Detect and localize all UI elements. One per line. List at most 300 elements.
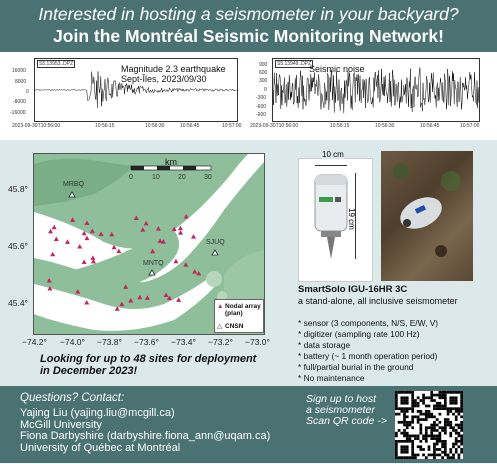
qr-module	[395, 402, 398, 405]
qr-module	[395, 399, 398, 402]
qr-code[interactable]	[395, 391, 463, 459]
qr-module	[425, 410, 428, 413]
qr-module	[395, 407, 398, 410]
qr-module	[444, 445, 447, 448]
qr-module	[444, 424, 447, 427]
contact2-org: University of Québec at Montréal	[20, 441, 181, 454]
qr-module	[433, 435, 436, 438]
qr-module	[400, 440, 403, 443]
x-tick: 2023-09-30T10:56:00	[250, 123, 299, 129]
qr-module	[409, 437, 412, 440]
qr-module	[400, 391, 403, 394]
qr-module	[439, 432, 442, 435]
qr-module	[419, 413, 422, 416]
qr-module	[439, 440, 442, 443]
lon-tick: −73.4°	[171, 337, 196, 347]
qr-module	[422, 399, 425, 402]
qr-module	[428, 410, 431, 413]
qr-module	[419, 399, 422, 402]
y-tick: -600	[256, 104, 267, 110]
qr-module	[395, 448, 398, 451]
qr-module	[436, 407, 439, 410]
qr-module	[436, 424, 439, 427]
qr-module	[455, 424, 458, 427]
qr-module	[433, 448, 436, 451]
qr-module	[439, 391, 442, 394]
qr-module	[433, 451, 436, 454]
qr-module	[406, 448, 409, 451]
x-tick: 10:56:15	[95, 123, 115, 129]
qr-module	[411, 445, 414, 448]
noise-waveform	[273, 68, 479, 114]
qr-module	[403, 399, 406, 402]
qr-module	[452, 407, 455, 410]
qr-module	[441, 440, 444, 443]
qr-module	[425, 426, 428, 429]
qr-module	[406, 415, 409, 418]
x-tick: 10:56:45	[180, 123, 200, 129]
qr-module	[455, 437, 458, 440]
qr-module	[447, 391, 450, 394]
qr-module	[406, 421, 409, 424]
noise-trace	[273, 59, 479, 121]
qr-module	[409, 407, 412, 410]
qr-module	[449, 410, 452, 413]
qr-module	[449, 407, 452, 410]
qr-module	[458, 456, 461, 459]
qr-module	[395, 396, 398, 399]
qr-module	[449, 399, 452, 402]
qr-module	[403, 451, 406, 454]
qr-module	[439, 437, 442, 440]
qr-module	[433, 405, 436, 408]
qr-module	[417, 435, 420, 438]
qr-module	[433, 421, 436, 424]
qr-module	[403, 435, 406, 438]
y-tick: -300	[256, 95, 267, 101]
qr-module	[455, 399, 458, 402]
qr-module	[403, 396, 406, 399]
qr-module	[436, 440, 439, 443]
qr-module	[439, 413, 442, 416]
qr-module	[439, 405, 442, 408]
qr-module	[460, 440, 463, 443]
qr-module	[411, 443, 414, 446]
qr-module	[428, 448, 431, 451]
scale-tick: 10	[152, 174, 160, 181]
header-question: Interested in hosting a seismometer in your backyard?	[38, 4, 459, 24]
x-tick: 2023-09-30T10:56:00	[12, 123, 61, 129]
qr-module	[441, 407, 444, 410]
qr-module	[395, 440, 398, 443]
y-tick: 600	[259, 70, 268, 76]
call-line2: in December 2023!	[40, 365, 138, 377]
qr-module	[417, 415, 420, 418]
qr-module	[400, 432, 403, 435]
qr-module	[455, 418, 458, 421]
qr-module	[428, 415, 431, 418]
x-tick: 10:56:30	[145, 123, 165, 129]
device-height-label: 19 cm	[347, 208, 356, 230]
qr-module	[447, 424, 450, 427]
signup-line3: Scan QR code ->	[306, 415, 387, 427]
qr-module	[425, 418, 428, 421]
qr-module	[436, 443, 439, 446]
qr-module	[411, 454, 414, 457]
qr-module	[439, 426, 442, 429]
scale-tick: 20	[178, 174, 186, 181]
qr-module	[447, 413, 450, 416]
qr-module	[406, 410, 409, 413]
qr-module	[441, 394, 444, 397]
qr-module	[430, 435, 433, 438]
qr-module	[411, 410, 414, 413]
qr-module	[441, 391, 444, 394]
qr-module	[452, 399, 455, 402]
qr-module	[411, 451, 414, 454]
qr-module	[406, 407, 409, 410]
qr-module	[449, 421, 452, 424]
qr-module	[414, 435, 417, 438]
qr-module	[455, 443, 458, 446]
qr-module	[460, 405, 463, 408]
footer	[0, 386, 497, 463]
x-tick: 10:57:00	[222, 123, 242, 129]
qr-module	[411, 407, 414, 410]
qr-module	[449, 456, 452, 459]
qr-module	[425, 405, 428, 408]
qr-module	[403, 410, 406, 413]
qr-module	[395, 405, 398, 408]
qr-module	[460, 429, 463, 432]
qr-module	[406, 440, 409, 443]
qr-module	[460, 391, 463, 394]
contact1-name[interactable]: Yajing Liu (yajing.liu@mcgill.ca)	[20, 407, 175, 419]
device-name: SmartSolo IGU-16HR 3C	[298, 284, 408, 295]
header-title: Join the Montréal Seismic Monitoring Network!	[53, 26, 444, 46]
qr-module	[455, 451, 458, 454]
qr-module	[417, 437, 420, 440]
seismometer-drawing	[299, 159, 372, 281]
qr-code-graphic	[395, 391, 463, 459]
qr-module	[436, 402, 439, 405]
y-tick: 900	[259, 62, 268, 68]
qr-module	[460, 407, 463, 410]
qr-module	[425, 456, 428, 459]
qr-module	[414, 454, 417, 457]
lat-tick: 45.8°	[8, 184, 28, 194]
qr-module	[403, 456, 406, 459]
device-photo	[298, 150, 373, 282]
qr-module	[422, 448, 425, 451]
qr-module	[414, 399, 417, 402]
qr-module	[409, 424, 412, 427]
qr-module	[444, 418, 447, 421]
qr-module	[444, 405, 447, 408]
signup-line1: Sign up to host	[306, 393, 377, 405]
spec-item: * data storage	[298, 340, 351, 350]
x-tick: 10:56:45	[420, 123, 440, 129]
qr-module	[422, 418, 425, 421]
qr-module	[430, 391, 433, 394]
qr-module	[411, 440, 414, 443]
qr-module	[403, 440, 406, 443]
legend-nodal-label: Nodal array (plan)	[225, 303, 261, 317]
qr-module	[439, 407, 442, 410]
qr-module	[428, 435, 431, 438]
seismogram-noise	[272, 58, 480, 122]
y-tick: 300	[259, 78, 268, 84]
qr-module	[458, 407, 461, 410]
spec-item: * sensor (3 components, N/S, E/W, V)	[298, 318, 439, 328]
qr-module	[417, 445, 420, 448]
qr-module	[398, 413, 401, 416]
spec-item: * No maintenance	[298, 373, 365, 383]
qr-module	[455, 407, 458, 410]
qr-module	[458, 435, 461, 438]
qr-module	[403, 391, 406, 394]
qr-module	[406, 426, 409, 429]
qr-module	[419, 432, 422, 435]
qr-module	[458, 426, 461, 429]
qr-module	[433, 443, 436, 446]
qr-module	[444, 451, 447, 454]
qr-module	[403, 429, 406, 432]
qr-module	[430, 432, 433, 435]
qr-module	[422, 437, 425, 440]
qr-module	[422, 402, 425, 405]
qr-module	[411, 435, 414, 438]
qr-module	[439, 454, 442, 457]
station-label-mrbq: MRBQ	[63, 181, 84, 188]
qr-module	[400, 410, 403, 413]
qr-module	[430, 399, 433, 402]
lon-tick: −73.2°	[208, 337, 233, 347]
qr-module	[417, 421, 420, 424]
qr-module	[419, 429, 422, 432]
call-to-action	[40, 353, 256, 377]
qr-module	[441, 443, 444, 446]
qr-module	[439, 448, 442, 451]
qr-module	[444, 432, 447, 435]
qr-module	[409, 435, 412, 438]
qr-module	[436, 435, 439, 438]
station-label-sjuq: SJUQ	[206, 239, 225, 246]
qr-module	[436, 394, 439, 397]
device-tagline: a stand-alone, all inclusive seismometer	[298, 296, 458, 306]
qr-module	[444, 391, 447, 394]
qr-module	[430, 426, 433, 429]
spec-item: * full/partial burial in the ground	[298, 362, 414, 372]
call-line1: Looking for up to 48 sites for deployment	[40, 353, 257, 365]
qr-module	[411, 391, 414, 394]
cnsn-legend-icon: △	[217, 323, 222, 330]
qr-module	[433, 456, 436, 459]
qr-module	[452, 454, 455, 457]
qr-module	[403, 424, 406, 427]
qr-module	[436, 418, 439, 421]
y-tick: 0	[26, 89, 29, 95]
station-map	[33, 153, 265, 335]
qr-module	[422, 435, 425, 438]
x-tick: 10:56:15	[330, 123, 350, 129]
qr-module	[398, 421, 401, 424]
qr-module	[455, 429, 458, 432]
x-tick: 10:57:00	[460, 123, 480, 129]
qr-module	[425, 437, 428, 440]
qr-module	[398, 407, 401, 410]
qr-module	[452, 402, 455, 405]
qr-module	[411, 415, 414, 418]
qr-module	[425, 413, 428, 416]
qr-module	[419, 410, 422, 413]
qr-module	[452, 391, 455, 394]
qr-module	[417, 410, 420, 413]
lat-tick: 45.4°	[8, 298, 28, 308]
qr-module	[406, 424, 409, 427]
qr-module	[398, 391, 401, 394]
qr-module	[406, 456, 409, 459]
lon-tick: −74.0°	[60, 337, 85, 347]
qr-module	[444, 394, 447, 397]
qr-module	[406, 451, 409, 454]
qr-module	[436, 405, 439, 408]
qr-module	[441, 456, 444, 459]
qr-module	[460, 426, 463, 429]
qr-module	[409, 421, 412, 424]
qr-module	[430, 454, 433, 457]
qr-module	[403, 432, 406, 435]
qr-module	[395, 445, 398, 448]
qr-module	[460, 394, 463, 397]
qr-module	[409, 440, 412, 443]
qr-module	[447, 421, 450, 424]
qr-module	[395, 443, 398, 446]
qr-module	[430, 424, 433, 427]
qr-module	[428, 396, 431, 399]
qr-module	[400, 399, 403, 402]
qr-module	[441, 445, 444, 448]
qr-module	[452, 426, 455, 429]
qr-module	[419, 448, 422, 451]
scale-tick: 30	[204, 174, 212, 181]
qr-module	[406, 445, 409, 448]
qr-module	[400, 451, 403, 454]
qr-module	[430, 437, 433, 440]
qr-module	[458, 391, 461, 394]
qr-module	[406, 402, 409, 405]
lon-tick: −73.0°	[245, 337, 270, 347]
x-tick: 10:56:30	[375, 123, 395, 129]
qr-module	[417, 402, 420, 405]
qr-module	[460, 443, 463, 446]
qr-module	[452, 445, 455, 448]
qr-module	[430, 396, 433, 399]
qr-module	[411, 396, 414, 399]
qr-module	[428, 413, 431, 416]
qr-module	[455, 415, 458, 418]
seismogram-earthquake	[34, 58, 238, 122]
contact2-name[interactable]: Fiona Darbyshire (darbyshire.fiona_ann@uqam.ca)	[20, 430, 271, 442]
qr-module	[409, 456, 412, 459]
qr-module	[430, 429, 433, 432]
qr-module	[406, 432, 409, 435]
qr-module	[436, 454, 439, 457]
qr-module	[439, 394, 442, 397]
qr-module	[433, 407, 436, 410]
qr-module	[414, 437, 417, 440]
qr-module	[395, 413, 398, 416]
station-label-mntq: MNTQ	[143, 260, 164, 267]
qr-module	[406, 391, 409, 394]
qr-module	[444, 407, 447, 410]
qr-module	[406, 435, 409, 438]
qr-module	[455, 391, 458, 394]
qr-module	[425, 435, 428, 438]
qr-module	[417, 396, 420, 399]
qr-module	[460, 402, 463, 405]
qr-module	[400, 396, 403, 399]
qr-module	[455, 440, 458, 443]
qr-module	[400, 402, 403, 405]
qr-module	[455, 432, 458, 435]
qr-module	[444, 402, 447, 405]
questions-label: Questions? Contact:	[20, 392, 125, 404]
qr-module	[458, 440, 461, 443]
qr-module	[395, 391, 398, 394]
qr-module	[411, 426, 414, 429]
seismogram-title: Seismic noise	[309, 64, 365, 74]
lon-tick: −73.6°	[134, 337, 159, 347]
qr-module	[414, 402, 417, 405]
qr-module	[417, 418, 420, 421]
qr-module	[452, 456, 455, 459]
qr-module	[449, 426, 452, 429]
qr-module	[433, 399, 436, 402]
qr-module	[422, 396, 425, 399]
qr-module	[447, 454, 450, 457]
qr-module	[411, 418, 414, 421]
qr-module	[403, 413, 406, 416]
qr-module	[449, 391, 452, 394]
qr-module	[433, 437, 436, 440]
qr-module	[449, 402, 452, 405]
qr-module	[433, 426, 436, 429]
qr-module	[433, 424, 436, 427]
scale-unit: km	[165, 157, 177, 167]
buried-sensor-drawing	[381, 151, 473, 281]
qr-module	[400, 407, 403, 410]
qr-module	[395, 454, 398, 457]
qr-module	[417, 405, 420, 408]
qr-module	[430, 394, 433, 397]
qr-module	[458, 410, 461, 413]
qr-module	[447, 418, 450, 421]
signup-line2: a seismometer	[306, 404, 375, 416]
qr-module	[458, 432, 461, 435]
qr-module	[460, 437, 463, 440]
qr-module	[449, 396, 452, 399]
qr-module	[433, 394, 436, 397]
qr-module	[400, 448, 403, 451]
qr-module	[400, 456, 403, 459]
qr-module	[452, 443, 455, 446]
qr-module	[430, 413, 433, 416]
qr-module	[455, 396, 458, 399]
qr-module	[400, 421, 403, 424]
qr-module	[444, 429, 447, 432]
legend-cnsn-label: CNSN	[225, 323, 244, 330]
